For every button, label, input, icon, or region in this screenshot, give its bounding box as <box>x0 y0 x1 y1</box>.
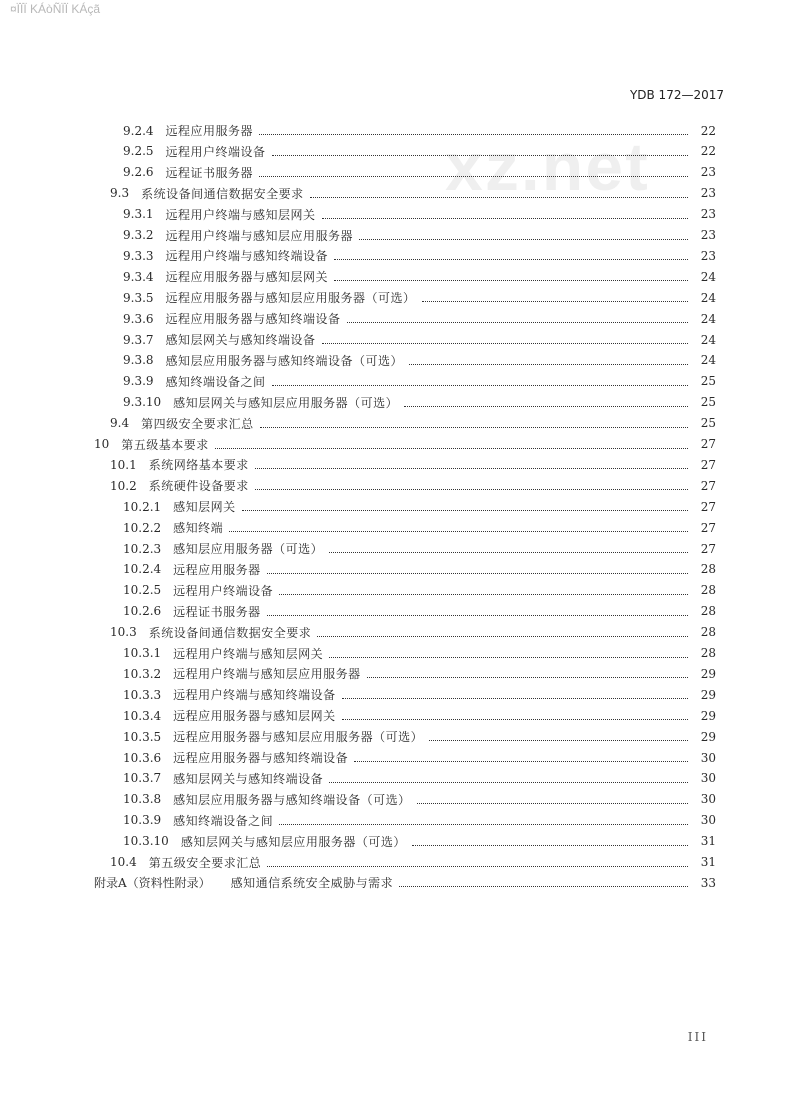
toc-entry-title: 远程用户终端与感知层应用服务器 <box>165 228 354 243</box>
toc-entry-title: 系统设备间通信数据安全要求 <box>141 186 304 201</box>
toc-entry-page: 31 <box>700 834 716 849</box>
toc-entry[interactable] <box>0 726 716 747</box>
toc-entry-title: 感知层应用服务器与感知终端设备（可选） <box>165 353 404 368</box>
toc-dot-leader <box>267 866 688 867</box>
toc-dot-leader <box>242 510 688 511</box>
toc-entry-page: 24 <box>700 332 716 347</box>
toc-entry-title: 感知层应用服务器与感知终端设备（可选） <box>173 792 411 807</box>
toc-entry-page: 29 <box>700 708 716 723</box>
toc-entry-page: 23 <box>700 186 716 201</box>
toc-entry[interactable] <box>0 266 716 287</box>
toc-entry-number: 10.3.4 <box>123 708 162 723</box>
toc-entry-page: 27 <box>700 457 716 472</box>
toc-entry-title: 远程用户终端与感知层网关 <box>173 646 324 661</box>
toc-dot-leader <box>334 259 688 260</box>
toc-entry-title: 远程应用服务器 <box>165 124 254 138</box>
toc-entry-page: 30 <box>700 813 716 828</box>
toc-entry-number: 10.3.8 <box>123 792 162 807</box>
toc-entry-page: 22 <box>700 123 716 138</box>
toc-entry-title: 远程应用服务器与感知终端设备 <box>165 312 341 327</box>
toc-entry-number: 9.3.1 <box>123 207 154 222</box>
toc-entry-page: 28 <box>700 583 716 598</box>
toc-dot-leader <box>334 280 688 281</box>
toc-dot-leader <box>317 636 688 637</box>
toc-entry[interactable] <box>0 852 716 873</box>
toc-dot-leader <box>412 845 688 846</box>
toc-entry[interactable] <box>0 413 716 434</box>
toc-entry-number: 10.3.2 <box>123 666 162 681</box>
toc-dot-leader <box>417 803 688 804</box>
toc-entry[interactable] <box>0 831 716 852</box>
toc-entry[interactable] <box>0 287 716 308</box>
toc-entry[interactable] <box>0 162 716 183</box>
toc-entry-number: 10.3.10 <box>123 834 169 849</box>
toc-entry[interactable] <box>0 141 716 162</box>
toc-entry-number: 9.3.5 <box>123 290 154 305</box>
toc-dot-leader <box>272 155 688 156</box>
toc-entry[interactable] <box>0 643 716 664</box>
toc-entry-page: 24 <box>700 290 716 305</box>
toc-entry[interactable] <box>0 204 716 225</box>
toc-dot-leader <box>429 740 688 741</box>
toc-entry-page: 28 <box>700 625 716 640</box>
toc-entry-page: 25 <box>700 395 716 410</box>
toc-entry-number: 10.3.6 <box>123 750 162 765</box>
toc-entry-page: 23 <box>700 228 716 242</box>
toc-entry-page: 33 <box>700 875 716 890</box>
toc-entry[interactable] <box>0 663 716 684</box>
toc-entry[interactable] <box>0 371 716 392</box>
toc-dot-leader <box>354 761 688 762</box>
toc-entry-title: 感知层网关与感知终端设备 <box>173 771 324 786</box>
toc-entry-page: 28 <box>700 604 716 619</box>
toc-entry-number: 10.2.4 <box>123 562 162 577</box>
toc-entry-title: 第四级安全要求汇总 <box>141 416 254 431</box>
toc-entry-title: 远程用户终端与感知层应用服务器 <box>173 667 361 682</box>
toc-entry-page: 28 <box>700 562 716 577</box>
toc-entry-page: 30 <box>700 750 716 765</box>
toc-entry-page: 23 <box>700 248 716 263</box>
toc-entry-title: 感知通信系统安全威胁与需求 <box>230 876 394 891</box>
toc-dot-leader <box>422 301 688 302</box>
toc-entry-number: 10.3.1 <box>123 646 162 660</box>
document-code: YDB 172—2017 <box>629 88 724 102</box>
toc-entry-number: 10.4 <box>110 855 137 869</box>
toc-entry[interactable] <box>0 225 716 246</box>
toc-entry-page: 27 <box>700 478 716 493</box>
toc-entry[interactable] <box>0 872 716 893</box>
toc-entry-title: 远程应用服务器与感知层应用服务器（可选） <box>173 730 424 745</box>
toc-entry-number: 附录A（资料性附录） <box>94 876 211 891</box>
toc-dot-leader <box>409 364 688 365</box>
toc-entry[interactable] <box>0 496 716 517</box>
toc-entry[interactable] <box>0 350 716 371</box>
toc-entry[interactable] <box>0 454 716 475</box>
toc-entry[interactable] <box>0 434 716 455</box>
toc-entry-page: 29 <box>700 666 716 681</box>
watermark: xz.net <box>445 129 650 205</box>
toc-entry[interactable] <box>0 538 716 559</box>
toc-entry[interactable] <box>0 475 716 496</box>
toc-entry-title: 感知层网关与感知终端设备 <box>165 333 316 347</box>
toc-entry[interactable] <box>0 580 716 601</box>
toc-entry-page: 25 <box>700 374 716 389</box>
toc-entry-title: 感知终端设备之间 <box>165 374 266 389</box>
toc-entry-number: 9.3.9 <box>123 374 154 389</box>
toc-entry[interactable] <box>0 789 716 810</box>
toc-entry-title: 第五级安全要求汇总 <box>148 855 262 870</box>
toc-entry-number: 10.3.9 <box>123 813 162 828</box>
toc-entry-title: 远程应用服务器与感知终端设备 <box>173 751 349 765</box>
toc-dot-leader <box>267 615 688 616</box>
toc-entry-number: 9.3.8 <box>123 353 154 368</box>
toc-entry-number: 10.2.2 <box>123 520 162 535</box>
toc-entry-title: 感知终端设备之间 <box>173 813 274 828</box>
toc-entry-number: 10.2 <box>110 478 137 493</box>
toc-dot-leader <box>272 385 688 386</box>
toc-dot-leader <box>279 594 688 595</box>
toc-dot-leader <box>260 427 688 428</box>
toc-dot-leader <box>259 176 688 177</box>
toc-dot-leader <box>267 573 688 574</box>
toc-entry-page: 27 <box>700 499 716 514</box>
toc-entry-number: 9.3.4 <box>123 269 154 284</box>
toc-entry-number: 9.3.2 <box>123 228 154 242</box>
toc-entry-page: 27 <box>700 541 716 556</box>
toc-dot-leader <box>310 197 688 198</box>
header-garbled-text: ¤ÏÏÏ KÁòÑÏÏ KÁçã <box>10 2 101 16</box>
toc-entry-title: 远程用户终端与感知终端设备 <box>165 249 329 264</box>
toc-entry-number: 10.3.3 <box>123 687 162 702</box>
toc-dot-leader <box>322 218 688 219</box>
toc-entry-title: 感知层应用服务器（可选） <box>173 542 324 556</box>
toc-entry-page: 25 <box>700 416 716 431</box>
toc-entry[interactable] <box>0 245 716 266</box>
toc-entry-number: 10.2.6 <box>123 604 162 619</box>
toc-entry-title: 第五级基本要求 <box>121 437 209 452</box>
toc-entry[interactable] <box>0 392 716 413</box>
page-folio: III <box>687 1030 708 1044</box>
toc-entry-number: 9.3.7 <box>123 332 154 347</box>
toc-entry[interactable] <box>0 684 716 705</box>
toc-entry-title: 感知层网关与感知层应用服务器（可选） <box>173 395 399 410</box>
toc-entry-title: 远程应用服务器 <box>173 562 261 577</box>
toc-entry-number: 9.2.4 <box>123 123 154 138</box>
toc-entry-number: 10.3.7 <box>123 771 162 786</box>
toc-dot-leader <box>359 239 688 240</box>
toc-entry-number: 10.3.5 <box>123 729 162 744</box>
toc-entry[interactable] <box>0 517 716 538</box>
toc-dot-leader <box>329 657 688 658</box>
toc-entry[interactable] <box>0 120 716 141</box>
toc-entry[interactable] <box>0 329 716 350</box>
toc-entry-page: 23 <box>700 207 716 222</box>
toc-entry-title: 感知层网关 <box>173 500 236 515</box>
toc-entry-page: 24 <box>700 353 716 368</box>
toc-entry-title: 远程证书服务器 <box>165 165 254 180</box>
toc-entry-title: 远程应用服务器与感知层网关 <box>165 270 329 285</box>
toc-entry-title: 远程用户终端与感知终端设备 <box>173 688 336 703</box>
toc-entry-number: 10 <box>94 437 110 451</box>
toc-entry-page: 29 <box>700 729 716 744</box>
toc-entry[interactable] <box>0 183 716 204</box>
toc-entry-page: 31 <box>700 855 716 869</box>
toc-dot-leader <box>347 322 688 323</box>
toc-entry-title: 远程用户终端设备 <box>165 144 266 159</box>
toc-entry-title: 感知终端 <box>173 521 224 536</box>
toc-dot-leader <box>322 343 688 344</box>
toc-entry-page: 29 <box>700 687 716 702</box>
toc-dot-leader <box>329 782 688 783</box>
toc-entry-page: 24 <box>700 311 716 326</box>
toc-entry-page: 28 <box>700 646 716 660</box>
toc-entry-number: 9.3.3 <box>123 248 154 263</box>
toc-entry[interactable] <box>0 810 716 831</box>
toc-entry-title: 远程应用服务器与感知层应用服务器（可选） <box>165 291 416 306</box>
toc-dot-leader <box>399 886 688 887</box>
toc-dot-leader <box>329 552 688 553</box>
toc-entry-number: 9.4 <box>110 416 130 431</box>
toc-entry-number: 10.2.1 <box>123 499 162 514</box>
toc-dot-leader <box>404 406 688 407</box>
toc-entry-number: 10.2.5 <box>123 583 162 598</box>
toc-entry-page: 22 <box>700 144 716 159</box>
toc-entry-title: 远程应用服务器与感知层网关 <box>173 709 336 724</box>
toc-entry-title: 系统硬件设备要求 <box>148 479 249 494</box>
toc-entry-number: 9.3 <box>110 186 130 201</box>
toc-entry[interactable] <box>0 768 716 789</box>
toc-dot-leader <box>259 134 688 135</box>
toc-entry-number: 10.1 <box>110 457 137 472</box>
toc-entry[interactable] <box>0 308 716 329</box>
toc-entry-number: 9.2.5 <box>123 144 154 159</box>
toc-entry-title: 系统网络基本要求 <box>148 458 249 473</box>
toc-dot-leader <box>255 468 688 469</box>
toc-entry-page: 24 <box>700 269 716 284</box>
toc-dot-leader <box>279 824 688 825</box>
toc-entry-page: 27 <box>700 520 716 535</box>
toc-entry-number: 10.3 <box>110 625 137 640</box>
toc-entry[interactable] <box>0 622 716 643</box>
toc-entry-page: 30 <box>700 771 716 786</box>
toc-entry-number: 9.3.6 <box>123 311 154 326</box>
toc-entry-title: 远程证书服务器 <box>173 604 261 619</box>
toc-entry-title: 系统设备间通信数据安全要求 <box>148 625 312 640</box>
toc-entry[interactable] <box>0 559 716 580</box>
toc-dot-leader <box>342 719 688 720</box>
toc-entry-title: 感知层网关与感知层应用服务器（可选） <box>180 834 406 849</box>
toc-entry[interactable] <box>0 601 716 622</box>
toc-entry[interactable] <box>0 705 716 726</box>
toc-entry-page: 23 <box>700 165 716 180</box>
toc-entry-number: 9.3.10 <box>123 395 162 410</box>
toc-entry-number: 9.2.6 <box>123 165 154 180</box>
toc-entry-page: 30 <box>700 792 716 807</box>
toc-entry-page: 27 <box>700 437 716 451</box>
toc-entry[interactable] <box>0 747 716 768</box>
toc-dot-leader <box>215 448 688 449</box>
toc-entry-title: 远程用户终端与感知层网关 <box>165 207 316 222</box>
toc-dot-leader <box>255 489 688 490</box>
toc-entry-title: 远程用户终端设备 <box>173 583 274 598</box>
toc-dot-leader <box>367 677 688 678</box>
toc-entry-number: 10.2.3 <box>123 541 162 556</box>
toc-dot-leader <box>229 531 688 532</box>
toc-dot-leader <box>342 698 688 699</box>
